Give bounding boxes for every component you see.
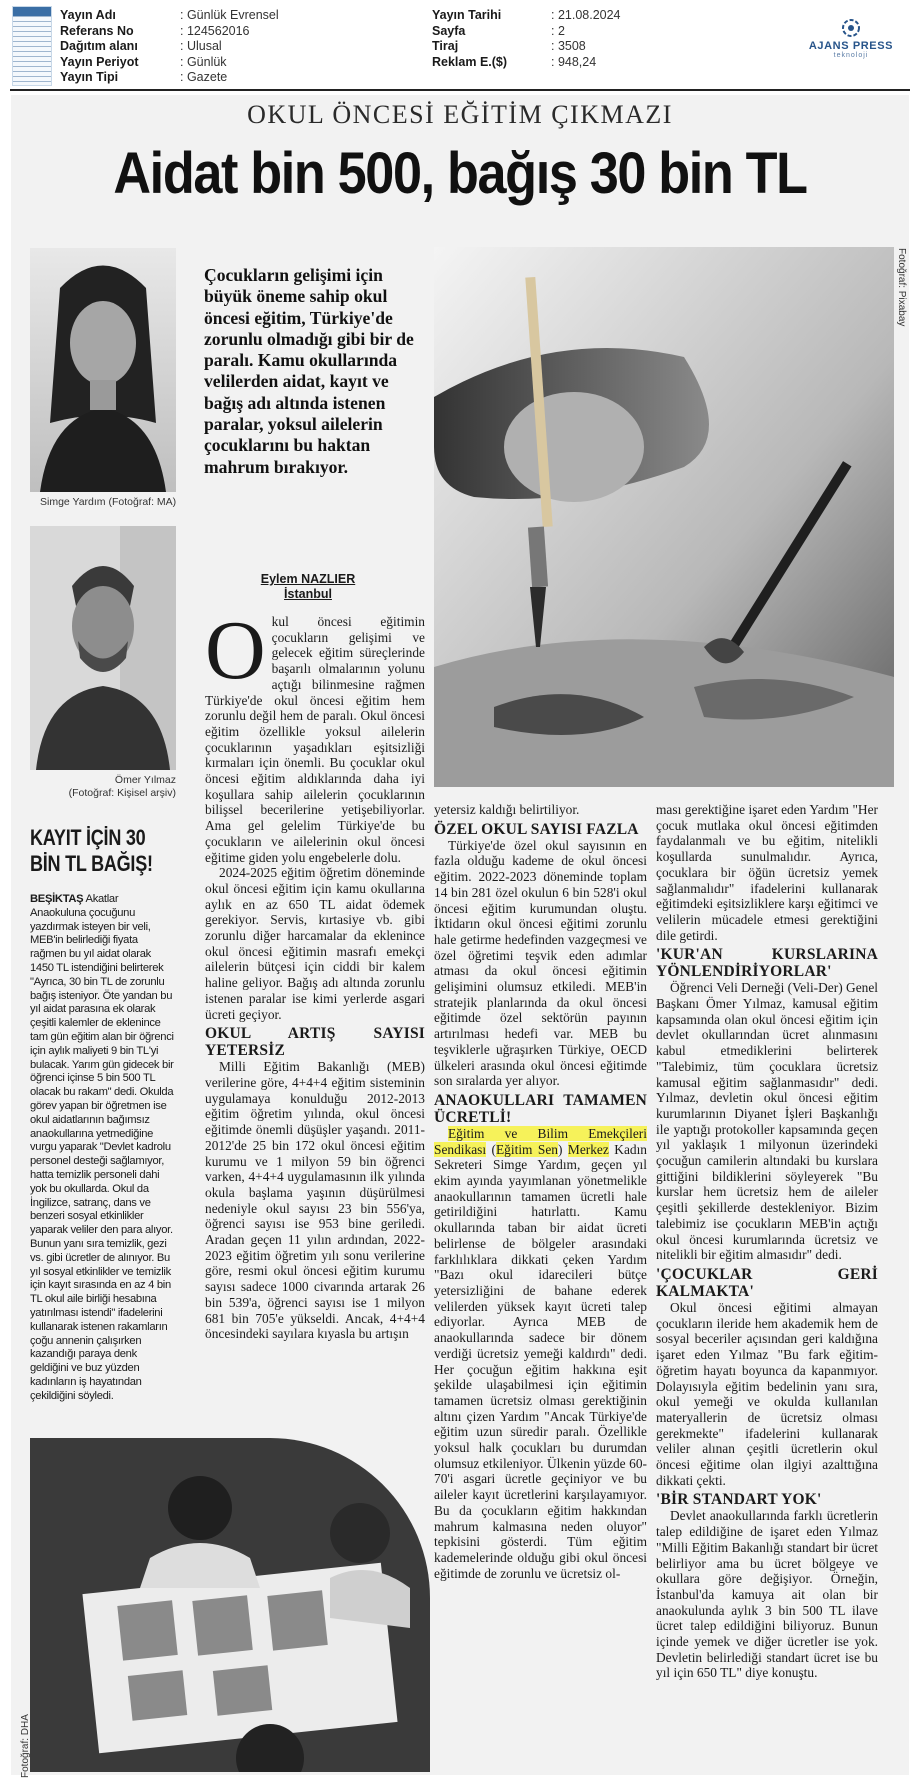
- col2-text-fragment: ): [558, 1141, 568, 1157]
- meta-value: : 2: [551, 23, 565, 38]
- portrait-simge-yardim: [30, 248, 176, 492]
- meta-value: : 124562016: [180, 23, 250, 38]
- photo-credit-dha: Fotoğraf: DHA: [20, 1714, 31, 1778]
- meta-values-right: [551, 8, 621, 70]
- byline: [190, 572, 426, 602]
- logo-name: AJANS PRESS: [808, 40, 894, 52]
- column-3: [656, 802, 878, 1772]
- highlight-egitim-sen: Eğitim Sen: [496, 1141, 558, 1157]
- sidebar-body: Akatlar Anaokuluna çocuğunu yazdırmak isteyen bir veli, MEB'in belirlediği fiyata rağmen bu yıl aidat olarak 1450 TL istendiğini belirterek "Ayrıca, 30 bin TL de zorunlu bağış isteniyor. Öte yandan bu yıl aidat parasına ek olarak çeşitli kalemler de eklenince tam gün eğitim alan bir öğrenci için aylık maliyeti 9 bin TL'yi bulacak. Yarım gün gidecek bir öğrenci içinse 5 bin 500 TL olacak bu rakam" dedi. Okulda görev yapan bir öğretmen ise okul aidatlarının bağımsız anaokullarına yetmediğine vurgu yaparak "Devlet kadrolu personel desteği sağlamıyor, hatta temizlik personeli dahi yok bu okullarda. Okul da İngilizce, satranç, dans ve benzeri sosyal etkinlikler yaparak veliler den para alıyor. Bunun yanı sıra temizlik, gezi vs. gibi ücretler de alınıyor. Bu yıl sosyal etkinlikler ve temizlik için kayıt sırasında en az 4 bin TL okul aile birliği hesabına yatırılması istendi" ifadelerini kullanarak istenen rakamların çoğu annenin çalışırken kazandığı paraya denk geldiğini ve buz yüzden kadınların iş hayatından çekildiğini söyledi.: [30, 893, 174, 1402]
- meta-label: Dağıtım alanı: [60, 39, 138, 54]
- article-kicker: OKUL ÖNCESİ EĞİTİM ÇIKMAZI: [247, 100, 673, 129]
- meta-value: : Gazete: [180, 70, 228, 85]
- meta-labels-left: [60, 8, 139, 86]
- highlight-merkez: Merkez: [567, 1141, 609, 1157]
- main-photo-painting-child: [434, 247, 894, 787]
- ajans-press-logo: [793, 18, 909, 60]
- publication-meta-header: [0, 0, 920, 92]
- caption-omer-2: (Fotoğraf: Kişisel arşiv): [68, 787, 176, 799]
- caption-simge: Simge Yardım (Fotoğraf: MA): [40, 496, 177, 508]
- article-headline: Aidat bin 500, bağış 30 bin TL: [113, 141, 807, 206]
- col3-paragraph-3: Okul öncesi eğitimi almayan çocukların ileride hem akademik hem de sosyal beceriler açısından geri kaldığına işaret eden Yılmaz "Bu fark eğitim-öğretim hayatı boyunca da kapanmıyor. Dolayısıyla eğitim bedelinin yanı sıra, okul yemeği ve okulda kullanılan materyallerin de ücretsiz olması gerekmekte" ifadelerini kullanarak veliler alınan çeşitli ücretlerin okul öncesi eğitime olan ilgiyi azalttığına dikkati çekti.: [656, 1299, 878, 1488]
- meta-value: : Günlük: [180, 54, 227, 69]
- caption-omer-1: Ömer Yılmaz: [114, 774, 176, 786]
- meta-value: : Ulusal: [180, 39, 222, 54]
- logo-subtitle: teknoloji: [833, 52, 869, 59]
- col3-subheading-3: 'BİR STANDART YOK': [656, 1491, 822, 1509]
- meta-label: Referans No: [60, 23, 134, 38]
- meta-label: Sayfa: [432, 23, 466, 38]
- col1-paragraph-3: Milli Eğitim Bakanlığı (MEB) verilerine göre, 4+4+4 eğitim sisteminin uygulamaya konulduğu 2012-2013 eğitim öğretim yılında, okul öncesi eğitimde önemli düşüşler yaşandı. 2011-2012'de 25 bin 172 okul öncesi eğitim kurumu ve 1 milyon 59 bin öğrenci varken, 4+4+4 uygulamasının ilk yılında okula başlama yaşının düşürülmesi nedeniyle okul sayısı 23 bin 556'ya, öğrenci sayısı ise 953 bine geriledi. Aradan geçen 11 yılın ardından, 2022-2023 eğitim öğretim yılı sonu verilerine göre, resmi okul öncesi eğitim kurumu sayısı sadece 1000 civarında artarak 26 bin 539'a, öğrenci sayısı ise 1 milyon 681 bin 705'e yükseldi. Ancak, 4+4+4 öncesindeki sayılara kıyasla bu artışın: [205, 1059, 425, 1342]
- col2-subheading-1: ÖZEL OKUL SAYISI FAZLA: [434, 820, 639, 838]
- meta-value: : 21.08.2024: [551, 8, 621, 22]
- col1-paragraph-2: 2024-2025 eğitim öğretim döneminde okul öncesi eğitim için kamu okullarına aylık en az 650 TL aidat ödemek gerekiyor. Servis, kırtasiye vb. gibi zorunlu diğer harcamalar da eklenince okul öncesi eğitimin masrafı emekçi ailelerin bütçesi için ciddi bir kalem haline geliyor. Bağış adı altında zorunlu istenen paralar ise kimi yerlerde asgari ücreti geçiyor.: [205, 865, 425, 1022]
- logo-mark-icon: [841, 18, 861, 38]
- sidebar-dateline: BEŞİKTAŞ: [30, 893, 84, 905]
- meta-value: : 948,24: [551, 54, 597, 69]
- meta-value: : Günlük Evrensel: [180, 8, 279, 22]
- meta-label: Yayın Tipi: [60, 70, 119, 85]
- newspaper-thumbnail: [12, 6, 52, 86]
- meta-label: Tiraj: [432, 39, 459, 54]
- drop-cap: O: [205, 604, 266, 697]
- sidebar-headline: KAYIT İÇİN 30 BİN TL BAĞIŞ!: [30, 825, 153, 876]
- sidebar-story: [30, 893, 174, 1403]
- col2-subheading-2: ANAOKULLARI TAMAMEN ÜCRETLİ!: [434, 1091, 647, 1126]
- meta-value: : 3508: [551, 39, 586, 54]
- col2-paragraph-2: Kadın Sekreteri Simge Yardım, geçen yıl ekim ayında yayımlanan yönetmelikle anaokullarının tamamen ücretli hale getirildiğini hatırlattı. Kamu okullarında taban bir aidat ücreti belirlense de bölgeler arasındaki farklılıklara dikkati çeken Yardım "Bazı okul idarecileri bütçe yetersizliğini de bahane ederek velilerden yüksek kayıt ücreti talep ediyorlar. Ayrıca MEB de anaokullarında sadece bir dönem verdiği ücretsiz yemeği kaldırdı" dedi. Her çocuğun eğitim hakkına eşit şekilde ulaşabilmesi için eğitimin tamamen ücretsiz olması gerektiğinin altını çizen Yardım "Ancak Türkiye'de eğitim uzun süredir paralı. Özellikle yoksul halk çocukları bu durumdan olumsuz etkileniyor. Ülkenin yüzde 60-70'i asgari ücretle geçiniyor ve bu aileler kayıt ücretlerini karşılayamıyor. Bu da çocukların eğitim hakkından mahrum kalmasına neden oluyor" tepkisini gösterdi. Tüm eğitim kademelerinde olduğu gibi okul öncesi eğitimde de zorunlu ve ücretsiz ol-: [434, 1141, 648, 1581]
- bottom-photo-classroom: [30, 1438, 430, 1772]
- highlight-union-name: Eğitim ve Bilim Emekçileri Sendikası: [434, 1125, 647, 1157]
- meta-label: Yayın Periyot: [60, 54, 139, 69]
- portrait-omer-yilmaz: [30, 526, 176, 770]
- col1-paragraph-1: kul öncesi eğitimin çocukların gelişimi ve gelecek eğitim süreçlerinde başarılı olmalarının yolunu açtığı bilinmesine rağmen Türkiye'de okul öncesi eğitim hem zorunlu değil hem de paralı. Okul öncesi eğitim özellikle yoksul ailelerin çocuklarının yaşadıkları eşitsizliği kırmaları için önemli. Bu çocuklar okul öncesi eğitim aldıklarında daha iyi koşullara sahip ailelerin çocuklarının bilişsel becerilerine yetişebiliyorlar. Ama gel gelelim Türkiye'de bu çocukların ve ailelerinin okul öncesi eğitime giden yolu engebelerle dolu.: [205, 614, 425, 865]
- col2-paragraph-0: yetersiz kaldığı belirtiliyor.: [434, 802, 580, 817]
- column-2: [434, 802, 647, 1772]
- col2-text-fragment: (: [486, 1141, 496, 1157]
- col3-paragraph-1: ması gerektiğine işaret eden Yardım "Her çocuk mutlaka okul öncesi eğitimden faydalanmalı ve bu eğitim, nitelikli koşullarda sunulmalıdır. Ayrıca, çocuklara bir öğün ücretsiz yemek sağlanmalıdır" ifadelerini kullanarak eğitimdeki eşitsizliklere karşı eğitimci ve velilerin mücadele etmesi gerektiğini dile getirdi.: [656, 802, 878, 943]
- col3-paragraph-2: Öğrenci Veli Derneği (Veli-Der) Genel Başkanı Ömer Yılmaz, kamusal eğitim kapsamında olan okul öncesi eğitim için devlet okullarından ücret alınmasını kabul etmediklerini belirterek "Talebimiz, tüm çocuklara ücretsiz kamusal eğitim sağlanmasıdır" dedi. Yılmaz, devletin okul öncesi eğitim kurumlarının Diyanet İşleri Başkanlığı ile yaptığı protokoller kapsamında geçen yıl yaklaşık 1 milyonun üzerindeki çocuğun camilerin altındaki bu kurslara gittiğini bildiklerini söyleyerek "Bu kurslar hem ücretsiz hem de aileler çeşitli şekillerde destekleniyor. Bizim talebimiz ise çocukların MEB'in açtığı okul öncesi kurumlarında ücretsiz ve nitelikli bir eğitim almasıdır" dedi.: [656, 980, 878, 1263]
- meta-values-left: [180, 8, 279, 86]
- meta-label: Yayın Adı: [60, 8, 116, 22]
- byline-author: Eylem NAZLIER: [260, 572, 356, 586]
- meta-labels-right: [432, 8, 507, 70]
- header-divider: [10, 89, 910, 91]
- byline-city: İstanbul: [284, 587, 332, 601]
- col2-paragraph-1: Türkiye'de özel okul sayısının en fazla olduğu kademe de okul öncesi eğitim. 2022-2023 döneminde toplam 14 bin 281 özel okulun 6 bin 528'i okul öncesi eğitim kurumundan oluştu. İktidarın okul öncesi eğitimi zorunlu hale getirme hedefinden vazgeçmesi ve özel öğretimi teşvik eden adımlar atması da okul öncesi eğitimin gelişimini olumsuz etkiledi. MEB'in stratejik planlarında da okul öncesi eğitimde özel sektörün payının artırılması hedefi var. MEB bu teşviklerle uğraşırken Türkiye, OECD ülkeleri arasında okul öncesi eğitimde son sıralarda yer alıyor.: [434, 837, 647, 1089]
- photo-credit-pixabay: Fotoğraf: Pixabay: [896, 248, 907, 327]
- article-intro: Çocukların gelişimi için büyük öneme sahip okul öncesi eğitim, Türkiye'de zorunlu olmadığı gibi bir de paralı. Kamu okullarında velilerden aidat, kayıt ve bağış adı altında istenen paralar, yoksul ailelerin çocuklarını bu haktan mahrum bırakıyor.: [204, 265, 414, 477]
- col3-subheading-2: 'ÇOCUKLAR GERİ KALMAKTA': [656, 1265, 878, 1300]
- col1-subheading: OKUL ARTIŞ SAYISI YETERSİZ: [205, 1025, 425, 1060]
- meta-label: Yayın Tarihi: [432, 8, 502, 22]
- col3-paragraph-4: Devlet anaokullarında farklı ücretlerin talep edildiğine de işaret eden Yılmaz "Milli Eğitim Bakanlığı standart bir ücret belirliyor ama bu ücret bölgeye ve okullara göre değişiyor. Örneğin, İstanbul'da kamuya ait olan bir anaokulunda aylık 3 bin 500 TL ilave ücret talep edildiğini biliyoruz. Bunun içinde yemek ve diğer ücretler ise yok. Devletin belirlediği standart ücret ise bu yıl için 650 TL" diye konuştu.: [656, 1508, 878, 1681]
- col3-subheading-1: 'KUR'AN KURSLARINA YÖNLENDİRİYORLAR': [656, 946, 878, 981]
- column-1: [205, 604, 425, 1474]
- meta-label: Reklam E.($): [432, 54, 508, 69]
